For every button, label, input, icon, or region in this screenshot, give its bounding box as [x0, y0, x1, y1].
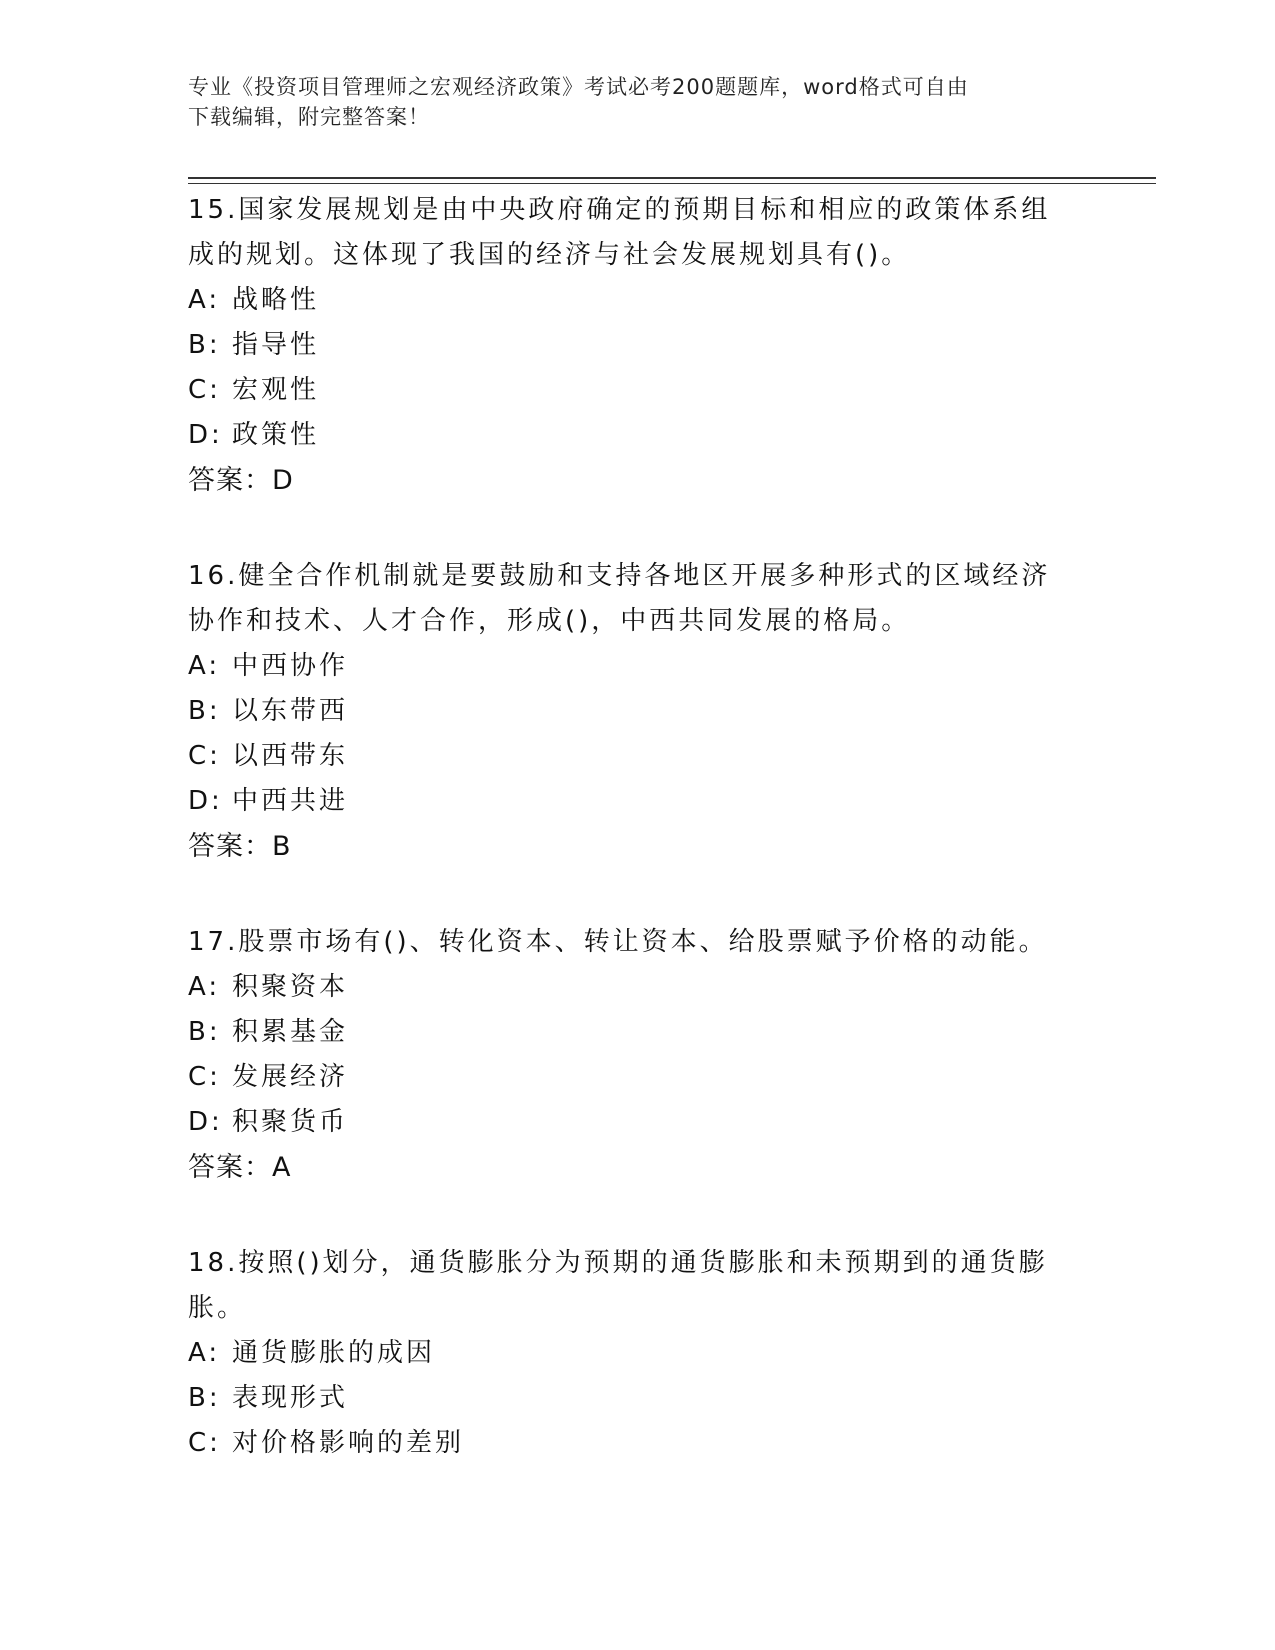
header-divider-thin — [188, 183, 1156, 184]
option-text: 宏观性 — [232, 375, 320, 405]
option-d — [188, 779, 1088, 824]
option-text: 中西共进 — [232, 786, 349, 816]
option-a — [188, 278, 1088, 323]
option-c — [188, 368, 1088, 413]
option-text: 积聚资本 — [232, 972, 349, 1002]
header-line-1: 专业《投资项目管理师之宏观经济政策》考试必考200题题库，word格式可自由 — [188, 75, 969, 99]
option-text: 通货膨胀的成因 — [232, 1338, 436, 1368]
option-c — [188, 1421, 1088, 1466]
option-letter: D: — [188, 786, 223, 816]
option-a — [188, 644, 1088, 689]
option-b — [188, 1376, 1088, 1421]
option-letter: D: — [188, 1107, 223, 1137]
answer: 答案：A — [188, 1152, 292, 1183]
option-text: 发展经济 — [232, 1062, 349, 1092]
option-text: 指导性 — [232, 330, 320, 360]
option-letter: B: — [188, 1383, 221, 1413]
option-letter: C: — [188, 375, 221, 405]
option-letter: B: — [188, 1017, 221, 1047]
option-letter: C: — [188, 1062, 221, 1092]
option-letter: A: — [188, 972, 221, 1002]
option-letter: C: — [188, 741, 221, 771]
option-text: 以东带西 — [232, 696, 349, 726]
option-letter: C: — [188, 1428, 221, 1458]
answer: 答案：D — [188, 465, 294, 496]
question-17 — [188, 920, 1088, 1190]
question-stem: 16.健全合作机制就是要鼓励和支持各地区开展多种形式的区域经济协作和技术、人才合作，形成()，中西共同发展的格局。 — [188, 561, 1051, 636]
option-text: 战略性 — [232, 285, 320, 315]
option-a — [188, 965, 1088, 1010]
option-letter: B: — [188, 696, 221, 726]
option-c — [188, 734, 1088, 779]
option-letter: A: — [188, 651, 221, 681]
question-stem: 15.国家发展规划是由中央政府确定的预期目标和相应的政策体系组成的规划。这体现了我国的经济与社会发展规划具有()。 — [188, 195, 1051, 270]
option-b — [188, 689, 1088, 734]
document-header — [188, 72, 1088, 132]
option-d — [188, 1100, 1088, 1145]
header-divider-thick — [188, 177, 1156, 179]
question-18 — [188, 1241, 1088, 1466]
option-text: 中西协作 — [232, 651, 349, 681]
answer: 答案：B — [188, 831, 292, 862]
option-letter: B: — [188, 330, 221, 360]
option-letter: A: — [188, 285, 221, 315]
option-text: 表现形式 — [232, 1383, 349, 1413]
option-text: 积聚货币 — [232, 1107, 349, 1137]
option-d — [188, 413, 1088, 458]
option-text: 政策性 — [232, 420, 320, 450]
question-stem: 17.股票市场有()、转化资本、转让资本、给股票赋予价格的动能。 — [188, 927, 1048, 957]
option-a — [188, 1331, 1088, 1376]
option-c — [188, 1055, 1088, 1100]
option-text: 对价格影响的差别 — [232, 1428, 465, 1458]
option-b — [188, 323, 1088, 368]
option-text: 积累基金 — [232, 1017, 349, 1047]
question-15 — [188, 188, 1088, 503]
option-letter: D: — [188, 420, 223, 450]
option-b — [188, 1010, 1088, 1055]
option-letter: A: — [188, 1338, 221, 1368]
question-16 — [188, 554, 1088, 869]
question-stem: 18.按照()划分，通货膨胀分为预期的通货膨胀和未预期到的通货膨胀。 — [188, 1248, 1048, 1323]
option-text: 以西带东 — [232, 741, 349, 771]
header-line-2: 下载编辑，附完整答案！ — [188, 105, 430, 129]
